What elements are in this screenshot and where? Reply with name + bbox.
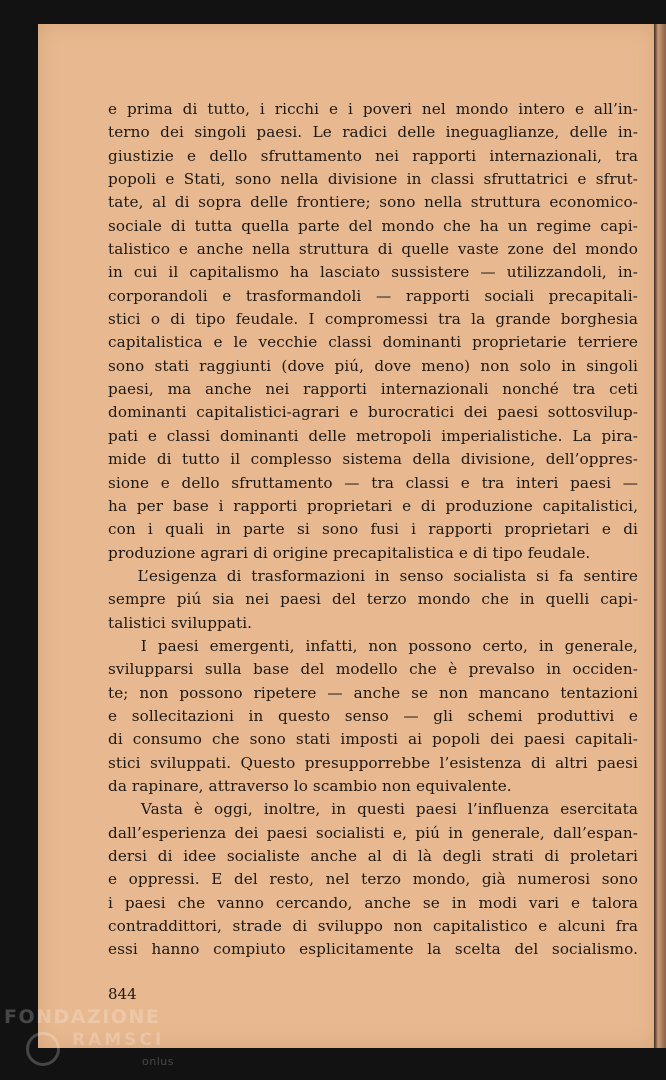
- text-line: popoli e Stati, sono nella divisione in classi sfruttatrici e sfrut-: [108, 170, 638, 189]
- text-line: sione e dello sfruttamento — tra classi e tra interi paesi —: [108, 473, 638, 492]
- text-line: corporandoli e trasformandoli — rapporti sociali precapitali-: [108, 286, 638, 305]
- text-line: tate, al di sopra delle frontiere; sono nella struttura economico-: [108, 193, 638, 212]
- text-line: produzione agrari di origine precapitalistica e di tipo feudale.: [108, 543, 591, 562]
- text-line: dominanti capitalistici-agrari e burocratici dei paesi sottosvilup-: [108, 403, 638, 422]
- text-line: di consumo che sono stati imposti ai popoli dei paesi capitali-: [108, 730, 638, 749]
- text-line: dersi di idee socialiste anche al di là degli strati di proletari: [108, 847, 638, 865]
- text-line: sempre piú sia nei paesi del terzo mondo che in quelli capi-: [108, 590, 638, 609]
- page-number: 844: [108, 985, 137, 1003]
- text-line: e prima di tutto, i ricchi e i poveri nel mondo intero e all’in-: [108, 100, 638, 118]
- watermark-line2: RAMSCI: [72, 1030, 165, 1050]
- text-line: sociale di tutta quella parte del mondo che ha un regime capi-: [108, 216, 638, 235]
- text-line: I paesi emergenti, infatti, non possono certo, in generale,: [108, 636, 638, 655]
- watermark-g-ring-icon: [26, 1032, 60, 1066]
- watermark-line1: FONDAZIONE: [4, 1006, 161, 1028]
- watermark-line3: onlus: [142, 1055, 174, 1068]
- text-line: con i quali in parte si sono fusi i rapporti proprietari e di: [108, 520, 638, 539]
- text-line: L’esigenza di trasformazioni in senso socialista si fa sentire: [108, 566, 638, 585]
- text-line: talistico e anche nella struttura di quelle vaste zone del mondo: [108, 240, 638, 259]
- text-line: terno dei singoli paesi. Le radici delle ineguaglianze, delle in-: [108, 123, 638, 142]
- text-line: Vasta è oggi, inoltre, in questi paesi l’influenza esercitata: [108, 800, 638, 819]
- text-line: pati e classi dominanti delle metropoli imperialistiche. La pira-: [108, 426, 638, 445]
- text-line: te; non possono ripetere — anche se non mancano tentazioni: [108, 683, 638, 702]
- text-line: i paesi che vanno cercando, anche se in modi vari e talora: [108, 893, 638, 912]
- text-line: dall’esperienza dei paesi socialisti e, piú in generale, dall’espan-: [108, 823, 638, 842]
- text-line: capitalistica e le vecchie classi dominanti proprietarie terriere: [108, 333, 638, 352]
- body-text: [108, 98, 638, 962]
- text-line: in cui il capitalismo ha lasciato sussistere — utilizzandoli, in-: [108, 263, 638, 282]
- text-line: talistici sviluppati.: [108, 613, 253, 632]
- text-line: sono stati raggiunti (dove piú, dove meno) non solo in singoli: [108, 356, 638, 375]
- text-line: paesi, ma anche nei rapporti internazionali nonché tra ceti: [108, 380, 638, 399]
- text-line: ha per base i rapporti proprietari e di produzione capitalistici,: [108, 496, 638, 515]
- text-line: mide di tutto il complesso sistema della divisione, dell’oppres-: [108, 450, 638, 469]
- text-line: giustizie e dello sfruttamento nei rapporti internazionali, tra: [108, 146, 638, 165]
- text-line: essi hanno compiuto esplicitamente la scelta del socialismo.: [108, 940, 638, 959]
- text-line: e oppressi. E del resto, nel terzo mondo, già numerosi sono: [108, 870, 638, 889]
- page-edge-shadow: [654, 24, 666, 1048]
- text-line: svilupparsi sulla base del modello che è prevalso in occiden-: [108, 660, 638, 679]
- text-line: contraddittori, strade di sviluppo non capitalistico e alcuni fra: [108, 917, 638, 936]
- text-line: stici sviluppati. Questo presupporrebbe l’esistenza di altri paesi: [108, 753, 638, 772]
- text-line: e sollecitazioni in questo senso — gli schemi produttivi e: [108, 706, 638, 725]
- text-line: stici o di tipo feudale. I compromessi tra la grande borghesia: [108, 310, 638, 329]
- text-line: da rapinare, attraverso lo scambio non equivalente.: [108, 776, 512, 795]
- watermark-logo: [4, 1006, 204, 1076]
